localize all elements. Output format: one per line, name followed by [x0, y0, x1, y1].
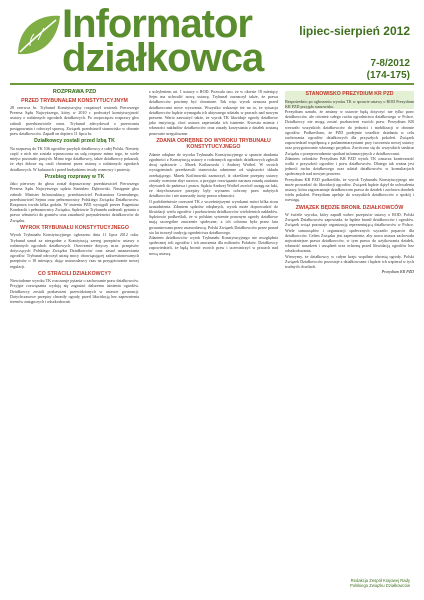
- column-right: [285, 89, 414, 274]
- article-text: Prezydium KR PZD podkreśliło, że wyrok Trybunału Konstytucyjnego nie może prowadzić do likwidacji ogrodów. Związek będzie dążył do uchwalenia ustawy, która zagwarantuje działkowcom prawa do działek i zachowa dorobek wielu pokoleń. Prezydium apeluje do wszystkich działkowców o spokój i rozwagę.: [285, 176, 414, 203]
- column-middle: [149, 89, 278, 256]
- article-text: Jako pierwszy do głosu został dopuszczony przedstawiciel Pierwszego Prezesa Sądu Najwyższego sędzia Stanisław Dąbrowski. Następnie głos zabrali: Minister Infrastruktury, przedstawiciel Prokuratora Generalnego, przedstawiciel Sejmu oraz pełnomocnicy Polskiego Związku Działkowców. Rozprawa trwała kilka godzin. W imieniu PZD wystąpili prezes Eugeniusz Kondracki i pełnomocnicy Związku. Sędziowie Trybunału zadawali pytania o prawo własności do gruntów oraz zasadność przynależności działkowców do Związku.: [10, 181, 139, 223]
- article-text: Wyrok Trybunału Konstytucyjnego ogłoszono dnia 11 lipca 2012 roku. Trybunał uznał za niezgodne z Konstytucją szereg przepisów ustawy o rodzinnych ogrodach działkowych. Orzeczenie dotyczy m.in. przepisów dotyczących Polskiego Związku Działkowców oraz zasad ustanawiania ogrodów. Trybunał odroczył utratę mocy obowiązującej zakwestionowanych przepisów o 18 miesięcy, dając ustawodawcy czas na przygotowanie nowej regulacji.: [10, 232, 139, 269]
- issue-total-number: (174-175): [366, 70, 410, 81]
- issue-date: lipiec-sierpień 2012: [299, 24, 410, 38]
- article-text: Prezydium uznało, że zmiany w ustawie będą dotyczyć nie tylko praw działkowców, ale również całego ruchu ogrodnictwa działkowego w Polsce. Działkowcy nie mogą zostać pozbawieni swoich praw. Prezydium KR wezwało wszystkich działkowców do jedności i mobilizacji w obronie ogrodów. Podkreślono, że PZD podejmie wszelkie działania w celu zachowania ogrodów działkowych dla przyszłych pokoleń. Związek zapowiedział współpracę z parlamentarzystami przy tworzeniu nowej ustawy oraz przygotowanie własnego projektu. Zwrócono się do wszystkich struktur Związku o przeprowadzenie spotkań informacyjnych z działkowcami.: [285, 108, 414, 156]
- section-heading: Działkowcy zostali przed Izbą TK: [34, 138, 115, 145]
- article-title: WYROK TRYBUNAŁU KONSTYTUCYJNEGO: [20, 224, 129, 231]
- footer-line: Polskiego Związku Działkowców: [349, 583, 410, 588]
- article-text: W świetle wyroku, który zapadł wobec przepisów ustawy o ROD, Polski Związek Działkowców zapowiada, że będzie bronił działkowców i ogrodów. Związek wciąż pozostaje organizacją reprezentującą działkowców w Polsce. Wiele samorządów i organizacji społecznych wyraziło poparcie dla działkowców. Celem Związku jest zapewnienie, aby nowa ustawa zachowała najważniejsze prawa działkowców, w tym prawo do użytkowania działek, własność nasadzeń i urządzeń oraz ochronę przed likwidacją ogrodów bez odszkodowania.: [285, 212, 414, 254]
- column-left: [10, 89, 139, 304]
- article-title: CO STRACILI DZIAŁKOWCY?: [38, 270, 111, 277]
- article-text: z uchyleniem art. 1 ustawy o ROD. Pozwala ono, że w okresie 18 miesięcy Sejm ma uchwalić nową ustawę. Trybunał zaznaczył także, że prawa działkowców powinny być chronione. Tak więc wyrok oznacza przed działkowcami nowe wyzwania. Wszystko wskazuje też na to, że sytuacja działkowców będzie wymagała ich aktywnego udziału w pracach nad nowym prawem. Warto zauważyć także, że wyrok TK likwiduje ogrody działkowe jako instytucję, choć ustawa zapewniała ich istnienie. Kwestia mienia i własności nakładów działkowców oraz zasady korzystania z działek zostaną ponownie uregulowane.: [149, 89, 278, 136]
- article-text: Zdanie odrębne do wyroku Trybunału Konstytucyjnego w sprawie zbadania zgodności z Konstytucją ustawy o rodzinnych ogrodach działkowych zgłosili dwaj sędziowie – Marek Kotlinowski i Andrzej Wróbel. W swoich wystąpieniach przedstawili stanowisko odmienne od większości składu orzekającego. Marek Kotlinowski zaznaczył, iż określone przepisy ustawy zostały ocenione zbyt surowo, a przyjęte rozwiązanie narusza zasadę zaufania obywateli do państwa i prawa. Sędzia Andrzej Wróbel zwrócił uwagę na fakt, że dotychczasowe przepisy były wyrazem ochrony praw nabytych działkowców i nie naruszały istoty prawa własności.: [149, 151, 278, 199]
- article-kicker: ROZPRAWA PZD: [52, 89, 97, 95]
- footer-line: Redakcja Zespół Krajowej Rady: [350, 578, 410, 583]
- article-text: Zdaniem działkowców wyrok Trybunału Konstytucyjnego nie uwzględnia społecznej roli ogrodów i ich znaczenia dla milionów Polaków. Działkowcy zapowiedzieli, że będą bronić swoich praw i uczestniczyć w pracach nad nową ustawą.: [149, 235, 278, 256]
- article-text: Bezpośrednio po ogłoszeniu wyroku TK w sprawie ustawy o ROD Prezydium KR PZD przyjęło stanowisko.: [285, 98, 414, 109]
- article-text: Wierzymy, że działkowcy w całym kraju wspólnie obronią ogrody. Polski Związek Działkowców pozostaje z działkowcami i będzie ich wspierał w tych trudnych chwilach.: [285, 253, 414, 270]
- article-text: Niewiadome wyroku TK rozczaruje pytania o zachowanie praw działkowców. Przyjęte rozwiązania wydają się zagrażać dalszemu istnieniu ogrodów. Działkowcy zostali pozbawieni przewidzianych w ustawie gwarancji. Dotychczasowe przepisy chroniły ogrody przed likwidacją bez zapewnienia terenów zastępczych i odszkodowań.: [10, 278, 139, 305]
- article-title: ZWIĄZEK BĘDZIE BRONIŁ DZIAŁKOWCÓW: [295, 204, 404, 211]
- statement-box: [285, 91, 414, 109]
- article-title: ZDANIA ODRĘBNE DO WYROKU TRYBUNAŁU KONSTYTUCYJNEGO: [156, 137, 271, 151]
- article-text: Zdaniem członków Prezydium KR PZD wyrok TK oznacza konieczność walki o przyszłość ogrodów i praw działkowców. Dlatego tak ważna jest jedność ruchu działkowego oraz udział działkowców w konsultacjach społecznych nad nowym prawem.: [285, 155, 414, 177]
- signature: Prezydium KR PZD: [381, 269, 414, 275]
- masthead-title-line2: działkowca: [62, 36, 264, 80]
- article-title: PRZED TRYBUNAŁEM KONSTYTUCYJNYM: [21, 97, 128, 104]
- article-text: Na rozprawę do TK 536 ogrodów przybyli działkowcy z całej Polski. Niestety część z nich nie została wpuszczona na salę rozpraw mimo tego, że wiele miejsc pozostało pustych. Mimo tego działkowcy, także działkowcy pokazali, że zbyt dobrze się czuli chronieni przez ustawę o rodzinnych ogrodach działkowych. W kuluarach i przed budynkiem trwały rozmowy i protesty.: [10, 145, 139, 172]
- masthead: [0, 0, 424, 84]
- leaf-logo-icon: [8, 6, 68, 66]
- masthead-title-line1: Informator: [62, 2, 252, 46]
- issue-number: 7-8/2012: [370, 58, 410, 69]
- footer-credits: [320, 578, 410, 588]
- article-text: O podobieństwie orzeczeń TK z wcześniejszymi wyrokami mówi kilka stron uzasadnienia. Zdaniem sędziów odrębnych, wyrok może doprowadzić do likwidacji wielu ogrodów i pozbawienia działkowców wieloletnich nakładów. Sędziowie podkreślali, że w polskim systemie prawnym ogrody działkowe mają szczególne znaczenie społeczne, a ich ochrona była przez lata gwarantowana przez ustawodawcę. Polski Związek Działkowców przez ponad sto lat tworzył tradycję ogrodnictwa działkowego.: [149, 198, 278, 235]
- article-title: STANOWISKO PREZYDIUM KR PZD: [305, 91, 394, 97]
- section-heading: Przebieg rozprawy w TK: [44, 173, 105, 180]
- masthead-divider: [10, 83, 414, 85]
- article-text: 28 czerwca br. Trybunał Konstytucyjny rozpatrzył wniosek Pierwszego Prezesa Sądu Najwyższego, który w 2010 r. podważył konstytucyjność ustawy o rodzinnych ogrodach działkowych. Po rozpoczęciu rozprawy głos zabrali przedstawiciele stron. Trybunał zdecydował o przerwaniu postępowania i odroczył sprawę. Związek przedstawił stanowisko w obronie praw działkowców. Zapadł on dopiero 11 lipca br.: [10, 105, 139, 137]
